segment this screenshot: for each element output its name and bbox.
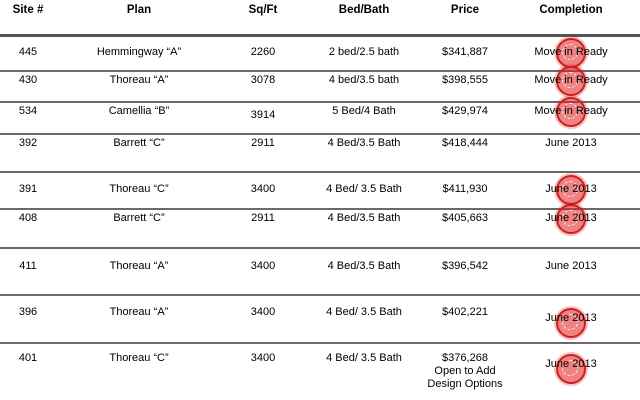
cell-bed-bath: 5 Bed/4 Bath [332,105,396,117]
cell-sqft: 2260 [250,46,276,58]
header-price: Price [450,4,480,16]
cell-site: 396 [18,306,38,318]
cell-plan: Camellia “B” [108,105,170,117]
row-divider [0,247,640,249]
row-divider [0,133,640,135]
cell-bed-bath: 4 Bed/3.5 Bath [327,212,401,224]
cell-completion: Move in Ready [534,105,608,117]
cell-price: $418,444 [442,137,488,149]
cell-completion: June 2013 [545,137,597,149]
cell-price: $405,663 [442,212,488,224]
cell-plan: Barrett “C” [113,137,165,149]
cell-plan: Thoreau “A” [109,74,169,86]
cell-site: 392 [18,137,38,149]
price-note-line-2: Design Options [427,378,503,390]
cell-price: $402,221 [442,306,488,318]
cell-completion: June 2013 [545,358,597,370]
header-rule [0,34,640,37]
cell-plan: Thoreau “A” [109,306,169,318]
cell-price: $429,974 [442,105,488,117]
cell-sqft: 2911 [251,212,275,224]
cell-sqft: 3400 [250,183,276,195]
header-completion: Completion [539,4,603,16]
cell-completion: June 2013 [545,212,597,224]
cell-site: 534 [18,105,38,117]
cell-bed-bath: 4 Bed/3.5 Bath [327,260,401,272]
header-site: Site # [12,4,44,16]
cell-sqft: 3400 [250,260,276,272]
cell-bed-bath: 4 Bed/ 3.5 Bath [326,352,402,364]
table-header [0,0,640,22]
cell-price: $398,555 [442,74,488,86]
row-divider [0,342,640,344]
cell-sqft: 2911 [251,137,275,149]
cell-bed-bath: 4 bed/3.5 bath [328,74,400,86]
cell-sqft: 3914 [250,109,276,121]
cell-price: $411,930 [442,183,488,195]
header-sqft: Sq/Ft [248,4,278,16]
price-note-line-1: Open to Add [434,365,496,377]
cell-plan: Thoreau “A” [109,260,169,272]
cell-price: $376,268 [442,352,488,364]
header-bed-bath: Bed/Bath [338,4,390,16]
row-divider [0,171,640,173]
cell-completion: June 2013 [545,183,597,195]
cell-bed-bath: 2 bed/2.5 bath [328,46,400,58]
cell-site: 411 [19,260,37,272]
cell-price: $341,887 [442,46,488,58]
cell-bed-bath: 4 Bed/3.5 Bath [327,137,401,149]
cell-plan: Thoreau “C” [109,352,169,364]
cell-bed-bath: 4 Bed/ 3.5 Bath [326,183,402,195]
cell-plan: Thoreau “C” [109,183,169,195]
cell-site: 445 [18,46,38,58]
cell-plan: Barrett “C” [113,212,165,224]
cell-sqft: 3078 [250,74,276,86]
cell-price: $396,542 [442,260,488,272]
cell-sqft: 3400 [250,306,276,318]
cell-completion: June 2013 [545,260,597,272]
row-divider [0,294,640,296]
cell-completion: Move in Ready [534,46,608,58]
cell-sqft: 3400 [250,352,276,364]
row-divider [0,208,640,210]
cell-site: 408 [18,212,38,224]
cell-completion: Move in Ready [534,74,608,86]
cell-site: 430 [18,74,38,86]
cell-completion: June 2013 [545,312,597,324]
cell-plan: Hemmingway “A” [96,46,182,58]
header-plan: Plan [126,4,152,16]
cell-site: 401 [18,352,38,364]
cell-site: 391 [18,183,38,195]
row-divider [0,70,640,72]
row-divider [0,101,640,103]
cell-bed-bath: 4 Bed/ 3.5 Bath [326,306,402,318]
